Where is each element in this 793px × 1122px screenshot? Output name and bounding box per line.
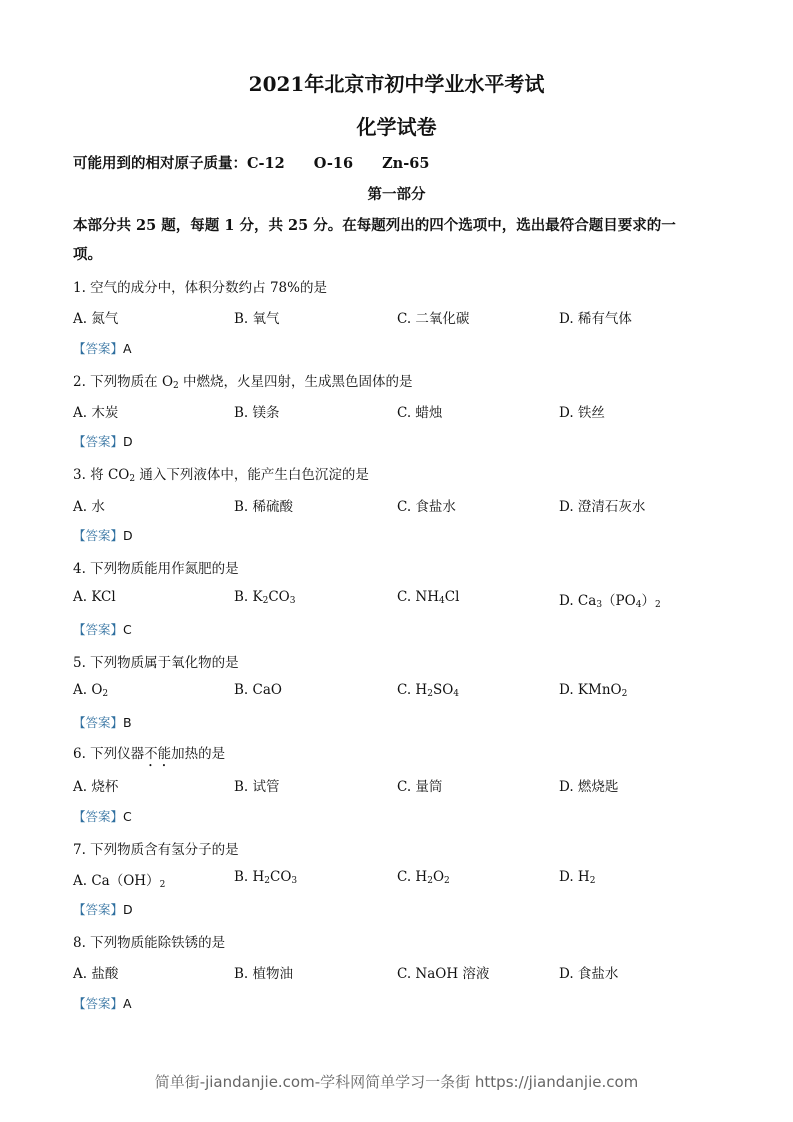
answer-tag: 【答案】 [73, 341, 124, 356]
exam-title: 2021年北京市初中学业水平考试 [248, 72, 545, 96]
q5-option-b: B. CaO [234, 682, 282, 698]
question-6-stem [73, 742, 225, 770]
answer-tag: 【答案】 [73, 434, 124, 449]
q1-option-b: B. 氧气 [234, 311, 280, 327]
q8-option-c: C. NaOH 溶液 [397, 966, 490, 982]
answer-value: C [123, 622, 132, 637]
answer-tag: 【答案】 [73, 528, 124, 543]
q5-option-a: A. $O_2$ [73, 682, 109, 699]
exam-subtitle: 化学试卷 [356, 115, 437, 139]
q1-option-d: D. 稀有气体 [559, 311, 632, 327]
q5-option-c: C. $H_2SO_4$ [397, 682, 460, 699]
q2-option-d: D. 铁丝 [559, 405, 605, 421]
q3-option-a: A. 水 [73, 499, 105, 515]
question-7-stem: 7. 下列物质含有氢分子的是 [73, 842, 239, 858]
part-title: 第一部分 [367, 186, 426, 203]
question-1-stem: 1. 空气的成分中，体积分数约占 78%的是 [73, 280, 327, 296]
q2-answer [73, 432, 133, 450]
q1-option-c: C. 二氧化碳 [397, 311, 470, 327]
stem-part: 通入下列液体中，能产生白色沉淀的是 [135, 467, 369, 483]
question-3-stem [73, 463, 369, 484]
answer-tag: 【答案】 [73, 902, 124, 917]
answer-value: B [123, 715, 132, 730]
question-8-stem: 8. 下列物质能除铁锈的是 [73, 935, 226, 951]
answer-tag: 【答案】 [73, 996, 124, 1011]
stem-part: 中燃烧，火星四射，生成黑色固体的是 [178, 374, 413, 390]
q3-option-b: B. 稀硫酸 [234, 499, 294, 515]
q8-answer [73, 994, 132, 1012]
q4-option-c: C. $NH_4Cl$ [397, 589, 460, 606]
q8-option-a: A. 盐酸 [73, 966, 119, 982]
stem-part: 加热的是 [171, 746, 226, 762]
answer-value: C [123, 809, 132, 824]
q6-option-b: B. 试管 [234, 779, 280, 795]
atomic-masses: 可能用到的相对原子质量：C-12 O-16 Zn-65 [73, 155, 430, 172]
q4-answer [73, 620, 132, 638]
q5-answer [73, 713, 132, 731]
subscript: 2 [173, 381, 179, 391]
stem-part: 3. 将 CO [73, 467, 130, 483]
q3-option-d: D. 澄清石灰水 [559, 499, 646, 515]
q2-option-b: B. 镁条 [234, 405, 280, 421]
instructions-line-1: 本部分共 25 题，每题 1 分，共 25 分。在每题列出的四个选项中，选出最符合题目要求的一 [73, 217, 676, 234]
q1-option-a: A. 氮气 [73, 311, 119, 327]
q2-option-c: C. 蜡烛 [397, 405, 443, 421]
q7-option-d: D. $H_2$ [559, 869, 596, 886]
question-4-stem: 4. 下列物质能用作氮肥的是 [73, 561, 239, 577]
q7-answer [73, 900, 133, 918]
q4-option-d: D. $Ca_3(PO_4)_2$ [559, 593, 661, 610]
subscript: 2 [129, 474, 136, 484]
q6-option-c: C. 量筒 [397, 779, 443, 795]
q4-option-b: B. $K_2CO_3$ [234, 589, 296, 606]
q7-option-a: A. $Ca(OH)_2$ [73, 873, 166, 890]
answer-tag: 【答案】 [73, 809, 124, 824]
q3-answer [73, 526, 133, 544]
q3-option-c: C. 食盐水 [397, 499, 456, 515]
q7-option-b: B. $H_2CO_3$ [234, 869, 298, 886]
q6-answer [73, 807, 132, 825]
answer-value: D [123, 528, 133, 543]
stem-part: 2. 下列物质在 O [73, 374, 174, 390]
question-2-stem [73, 370, 413, 391]
instructions-line-2: 项。 [73, 246, 102, 263]
q7-option-c: C. $H_2O_2$ [397, 869, 450, 886]
q5-option-d: D. KMnO$_2$ [559, 682, 628, 699]
answer-value: A [123, 996, 132, 1011]
q1-answer [73, 339, 132, 357]
q6-option-a: A. 烧杯 [73, 779, 119, 795]
q8-option-d: D. 食盐水 [559, 966, 619, 982]
question-5-stem: 5. 下列物质属于氧化物的是 [73, 655, 239, 671]
answer-value: D [123, 902, 133, 917]
q8-option-b: B. 植物油 [234, 966, 294, 982]
stem-part: 6. 下列仪器 [73, 746, 145, 762]
emphasized-word: 不能 [144, 746, 172, 762]
footer-watermark: 简单街-jiandanjie.com-学科网简单学习一条街 https://jiandanjie.com [154, 1073, 639, 1091]
q4-option-a: A. KCl [73, 589, 116, 605]
answer-tag: 【答案】 [73, 622, 124, 637]
q6-option-d: D. 燃烧匙 [559, 779, 619, 795]
answer-value: D [123, 434, 133, 449]
answer-tag: 【答案】 [73, 715, 124, 730]
q2-option-a: A. 木炭 [73, 405, 119, 421]
answer-value: A [123, 341, 132, 356]
